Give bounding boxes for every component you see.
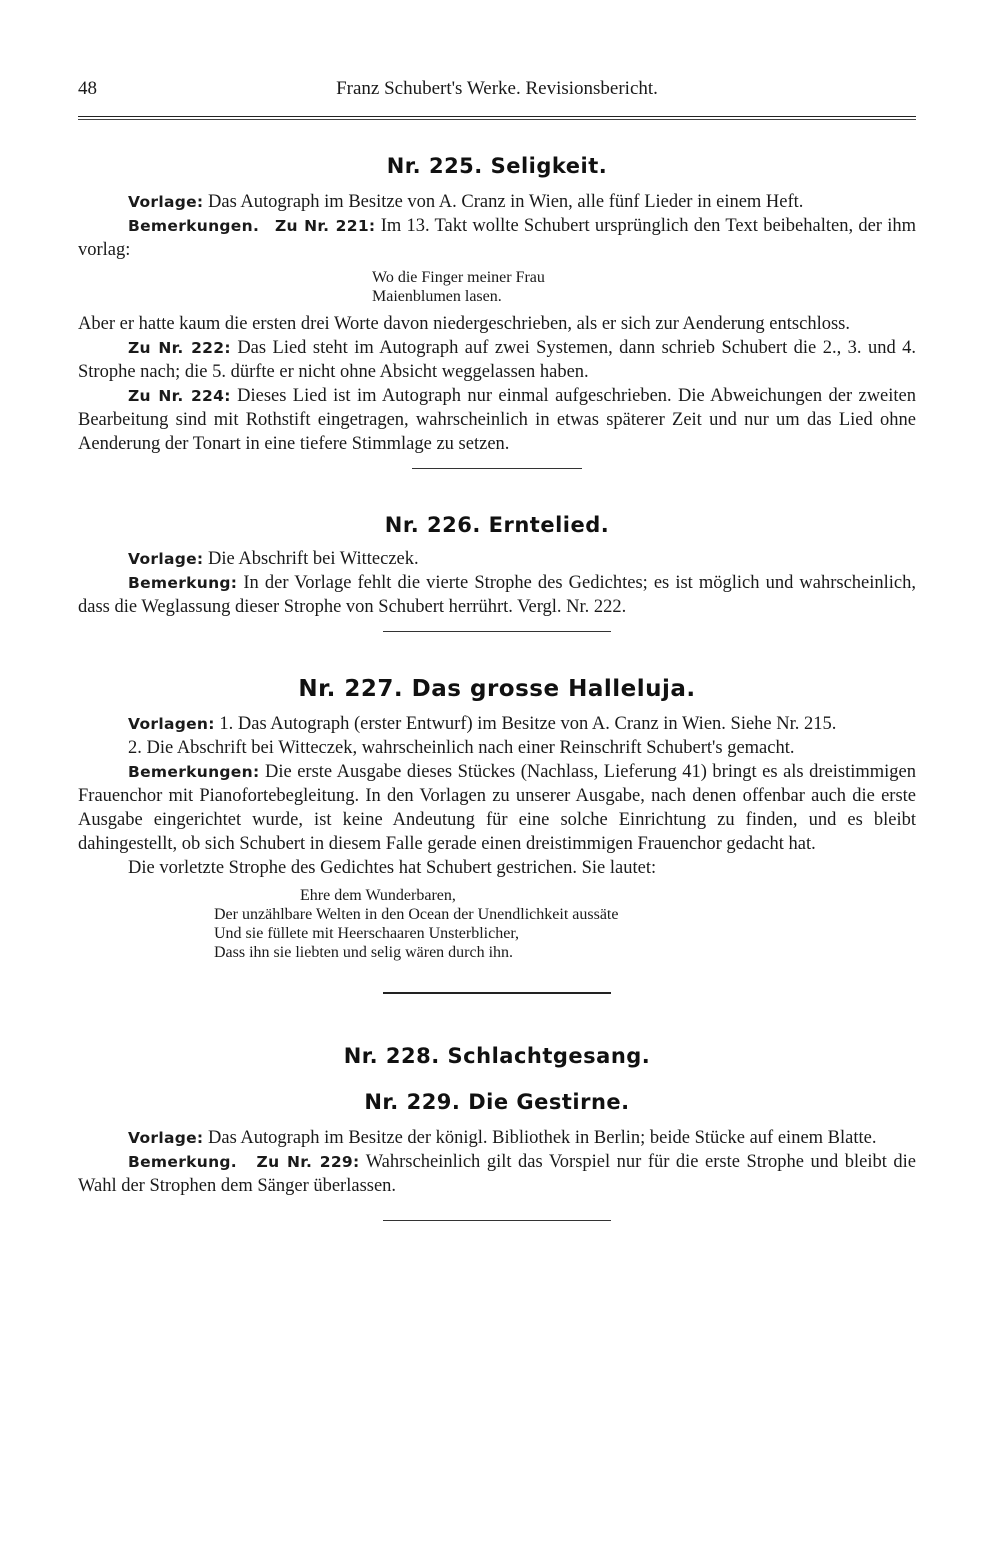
bemerkung-228	[78, 1150, 916, 1198]
zu-nr-222	[78, 336, 916, 384]
page-header	[78, 78, 916, 108]
vorlagen-text-1: 1. Das Autograph (erster Entwurf) im Besitze von A. Cranz in Wien. Siehe Nr. 215.	[219, 714, 837, 734]
vorlage-text: Das Autograph im Besitze von A. Cranz in Wien, alle fünf Lieder in einem Heft.	[208, 192, 804, 212]
vorlagen-label: Vorlagen:	[128, 715, 215, 733]
section-divider	[383, 1220, 611, 1221]
bemerkung-label: Bemerkung:	[128, 574, 238, 592]
zu-nr-222-label: Zu Nr. 222:	[128, 339, 231, 357]
header-rule	[78, 116, 916, 120]
verse-line: Und sie füllete mit Heerschaaren Unsterblicher,	[214, 925, 520, 942]
section-title-225: Nr. 225. Seligkeit.	[386, 154, 608, 178]
bemerkung-label: Bemerkung.	[128, 1153, 237, 1171]
bemerkungen-label: Bemerkungen:	[128, 763, 260, 781]
verse-225	[372, 268, 916, 306]
section-title-227: Nr. 227. Das grosse Halleluja.	[298, 676, 696, 702]
vorlage-226	[78, 547, 916, 571]
page	[78, 78, 916, 1221]
zu-nr-224-label: Zu Nr. 224:	[128, 387, 231, 405]
after-verse-225: Aber er hatte kaum die ersten drei Worte davon niedergeschrieben, als er sich zur Aenderung entschloss.	[78, 314, 850, 334]
vorlage-label: Vorlage:	[128, 193, 204, 211]
zu-nr-229-label: Zu Nr. 229:	[256, 1153, 360, 1171]
zu-nr-224	[78, 384, 916, 456]
vorlagen-227	[78, 712, 916, 736]
vorlage-228	[78, 1126, 916, 1150]
section-title-228: Nr. 228. Schlachtgesang.	[343, 1044, 651, 1068]
section-title-229: Nr. 229. Die Gestirne.	[364, 1090, 630, 1114]
bemerkungen-227	[78, 760, 916, 856]
page-number: 48	[78, 78, 97, 99]
section-divider	[383, 992, 611, 994]
zu-nr-229-text: Wahrscheinlich gilt das Vorspiel nur für die erste Strophe und bleibt die Wahl der Strophen dem Sänger überlassen.	[78, 1152, 917, 1196]
section-divider	[383, 631, 611, 632]
vorlage-label: Vorlage:	[128, 1129, 204, 1147]
bemerkung-text: In der Vorlage fehlt die vierte Strophe des Gedichtes; es ist möglich und wahrscheinlich, dass die Weglassung dieser Strophe von Schubert herrührt. Vergl. Nr. 222.	[78, 573, 917, 617]
zu-nr-222-text: Das Lied steht im Autograph auf zwei Systemen, dann schrieb Schubert die 2., 3. und 4. Strophe nach; die 5. dürfte er nicht ohne Absicht weggelassen haben.	[78, 338, 917, 382]
bemerkungen-label: Bemerkungen.	[128, 217, 260, 235]
verse-line: Der unzählbare Welten in den Ocean der Unendlichkeit aussäte	[214, 906, 619, 923]
bemerkung-226	[78, 571, 916, 619]
running-title: Franz Schubert's Werke. Revisionsbericht.	[336, 78, 658, 99]
zu-nr-221-text: Im 13. Takt wollte Schubert ursprünglich den Text beibehalten, der ihm vorlag:	[78, 216, 917, 260]
vorlagen-227-item-2: 2. Die Abschrift bei Witteczek, wahrscheinlich nach einer Reinschrift Schubert's gemacht.	[128, 738, 795, 758]
section-title-226: Nr. 226. Erntelied.	[384, 513, 610, 537]
zu-nr-224-text: Dieses Lied ist im Autograph nur einmal aufgeschrieben. Die Abweichungen der zweiten Bearbeitung sind mit Rothstift eingetragen, wahrscheinlich in etwas späterer Zeit und nur um das Lied ohne Aenderung der Tonart in eine tiefere Stimmlage zu setzen.	[78, 386, 917, 454]
verse-line: Maienblumen lasen.	[372, 288, 502, 305]
section-divider	[412, 468, 582, 469]
verse-line: Dass ihn sie liebten und selig wären durch ihn.	[214, 944, 514, 961]
vorlage-225	[78, 190, 916, 214]
strophe-note-227: Die vorletzte Strophe des Gedichtes hat Schubert gestrichen. Sie lautet:	[128, 858, 657, 878]
bemerkungen-text: Die erste Ausgabe dieses Stückes (Nachlass, Lieferung 41) bringt es als dreistimmigen Frauenchor mit Pianofortebegleitung. In den Vorlagen zu unserer Ausgabe, nach denen offenbar auch die erste Ausgabe eingerichtet wurde, ist keine Andeutung für eine solche Einrichtung zu finden, und es bleibt dahingestellt, ob sich Schubert in diesem Falle gerade einen dreistimmigen Frauenchor gedacht hat.	[78, 762, 917, 854]
verse-227	[214, 886, 916, 962]
verse-line: Ehre dem Wunderbaren,	[300, 887, 456, 904]
vorlage-text: Das Autograph im Besitze der königl. Bibliothek in Berlin; beide Stücke auf einem Blatte.	[208, 1128, 877, 1148]
zu-nr-221-label: Zu Nr. 221:	[274, 217, 376, 235]
verse-line: Wo die Finger meiner Frau	[372, 269, 545, 286]
bemerkungen-225	[78, 214, 916, 262]
vorlage-text: Die Abschrift bei Witteczek.	[208, 549, 419, 569]
vorlage-label: Vorlage:	[128, 550, 204, 568]
